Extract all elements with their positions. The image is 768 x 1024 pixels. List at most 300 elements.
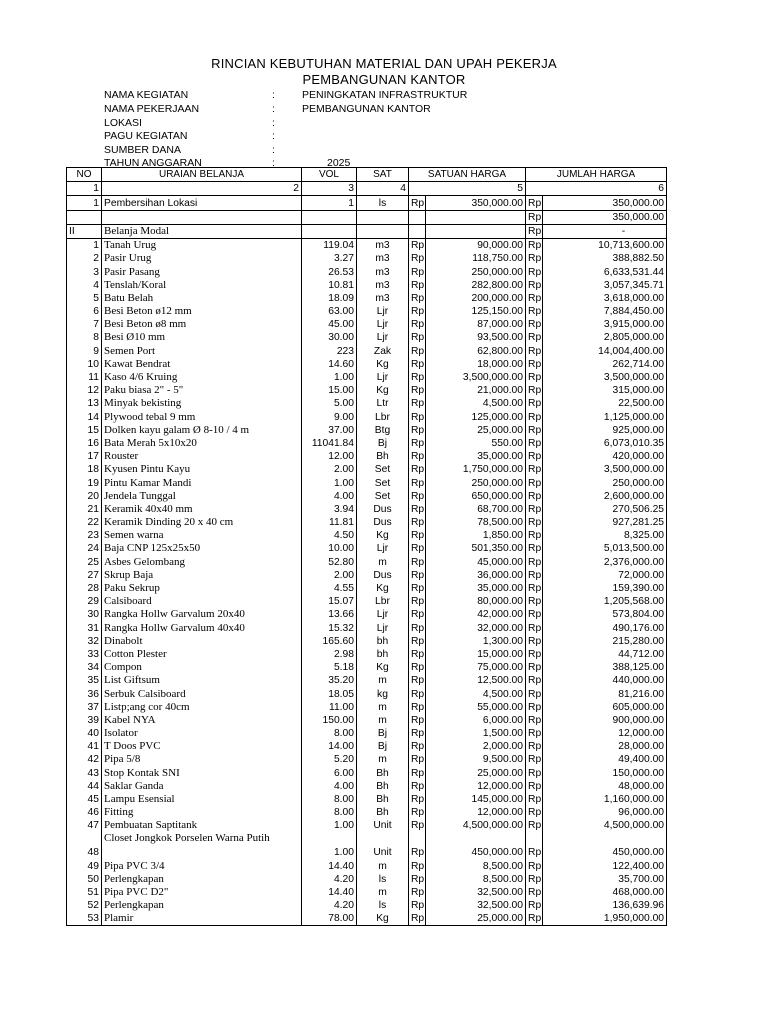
row-price: 350,000.00 xyxy=(426,196,526,210)
row-price: 450,000.00 xyxy=(426,832,526,859)
row-price: 250,000.00 xyxy=(426,476,526,489)
row-item: Pasir Pasang xyxy=(102,265,302,278)
row-no: 29 xyxy=(67,595,102,608)
currency-label: Rp xyxy=(409,595,426,608)
currency-label: Rp xyxy=(526,252,543,265)
currency-label: Rp xyxy=(409,753,426,766)
column-number-row xyxy=(67,182,667,196)
row-unit: m xyxy=(357,555,409,568)
row-vol: 14.00 xyxy=(302,740,357,753)
row-price: 2,000.00 xyxy=(426,740,526,753)
row-price: 1,500.00 xyxy=(426,727,526,740)
currency-label: Rp xyxy=(526,437,543,450)
row-unit: kg xyxy=(357,687,409,700)
row-no: 12 xyxy=(67,384,102,397)
table-row xyxy=(67,582,667,595)
table-row xyxy=(67,542,667,555)
row-no: 47 xyxy=(67,819,102,832)
row-item: Pipa PVC D2" xyxy=(102,886,302,899)
currency-label: Rp xyxy=(526,344,543,357)
row-price: 93,500.00 xyxy=(426,331,526,344)
currency-label: Rp xyxy=(409,196,426,210)
currency-label: Rp xyxy=(409,476,426,489)
row-unit: Btg xyxy=(357,424,409,437)
currency-label: Rp xyxy=(526,371,543,384)
row-item: Tenslah/Koral xyxy=(102,279,302,292)
table-row xyxy=(67,674,667,687)
row-unit: Ljr xyxy=(357,371,409,384)
row-item: Paku Sekrup xyxy=(102,582,302,595)
meta-value: PENINGKATAN INFRASTRUKTUR xyxy=(302,89,468,101)
table-row xyxy=(67,410,667,423)
empty-cell xyxy=(426,224,526,238)
table-row xyxy=(67,687,667,700)
row-no: 7 xyxy=(67,318,102,331)
currency-label: Rp xyxy=(526,529,543,542)
row-unit: Kg xyxy=(357,358,409,371)
currency-label: Rp xyxy=(409,635,426,648)
currency-label: Rp xyxy=(526,331,543,344)
table-row xyxy=(67,503,667,516)
row-vol: 5.00 xyxy=(302,397,357,410)
row-unit: m3 xyxy=(357,279,409,292)
currency-label: Rp xyxy=(409,661,426,674)
table-row xyxy=(67,490,667,503)
row-price: 25,000.00 xyxy=(426,766,526,779)
currency-label: Rp xyxy=(409,701,426,714)
table-row xyxy=(67,331,667,344)
row-vol: 35.20 xyxy=(302,674,357,687)
row-item: Pintu Kamar Mandi xyxy=(102,476,302,489)
row-item: Semen warna xyxy=(102,529,302,542)
row-total: 2,376,000.00 xyxy=(543,555,667,568)
row-vol: 1.00 xyxy=(302,476,357,489)
currency-label: Rp xyxy=(409,437,426,450)
row-price: 75,000.00 xyxy=(426,661,526,674)
currency-label: Rp xyxy=(409,687,426,700)
currency-label: Rp xyxy=(526,714,543,727)
row-unit: ls xyxy=(357,873,409,886)
row-item: Perlengkapan xyxy=(102,899,302,912)
row-no: 21 xyxy=(67,503,102,516)
section-no: II xyxy=(67,224,102,238)
meta-label: PAGU KEGIATAN xyxy=(104,130,188,142)
row-vol: 37.00 xyxy=(302,424,357,437)
row-unit: Bj xyxy=(357,727,409,740)
row-total: 159,390.00 xyxy=(543,582,667,595)
row-item: Semen Port xyxy=(102,344,302,357)
currency-label: Rp xyxy=(409,450,426,463)
row-price: 45,000.00 xyxy=(426,555,526,568)
table-row xyxy=(67,595,667,608)
row-total: 3,500,000.00 xyxy=(543,463,667,476)
currency-label: Rp xyxy=(526,358,543,371)
currency-label: Rp xyxy=(526,832,543,859)
row-price: 3,500,000.00 xyxy=(426,371,526,384)
row-vol: 11.00 xyxy=(302,701,357,714)
row-vol: 223 xyxy=(302,344,357,357)
table-row xyxy=(67,318,667,331)
row-no: 49 xyxy=(67,859,102,872)
meta-value: PEMBANGUNAN KANTOR xyxy=(302,103,431,115)
row-price: 90,000.00 xyxy=(426,238,526,252)
row-unit: Kg xyxy=(357,661,409,674)
table-row xyxy=(67,648,667,661)
row-unit: Ljr xyxy=(357,542,409,555)
currency-label: Rp xyxy=(409,305,426,318)
table-row xyxy=(67,397,667,410)
currency-label: Rp xyxy=(409,621,426,634)
row-total: 122,400.00 xyxy=(543,859,667,872)
row-item: Besi Ø10 mm xyxy=(102,331,302,344)
table-row xyxy=(67,555,667,568)
row-unit: Dus xyxy=(357,503,409,516)
currency-label: Rp xyxy=(409,648,426,661)
row-total: 49,400.00 xyxy=(543,753,667,766)
col-number: 5 xyxy=(409,182,526,196)
row-total: 81,216.00 xyxy=(543,687,667,700)
row-item: Plamir xyxy=(102,912,302,926)
empty-cell xyxy=(409,224,426,238)
row-price: 15,000.00 xyxy=(426,648,526,661)
row-unit: m3 xyxy=(357,292,409,305)
row-total: 927,281.25 xyxy=(543,516,667,529)
row-unit: ls xyxy=(357,899,409,912)
currency-label: Rp xyxy=(526,912,543,926)
row-item: Rouster xyxy=(102,450,302,463)
row-item: Dinabolt xyxy=(102,635,302,648)
row-item: Paku biasa 2" - 5" xyxy=(102,384,302,397)
currency-label: Rp xyxy=(409,912,426,926)
row-total: 2,805,000.00 xyxy=(543,331,667,344)
row-vol: 12.00 xyxy=(302,450,357,463)
row-unit: Lbr xyxy=(357,595,409,608)
row-unit: Ljr xyxy=(357,608,409,621)
table-row xyxy=(67,780,667,793)
row-total: 468,000.00 xyxy=(543,886,667,899)
row-price: 8,500.00 xyxy=(426,859,526,872)
row-item: T Doos PVC xyxy=(102,740,302,753)
row-no: 23 xyxy=(67,529,102,542)
currency-label: Rp xyxy=(409,608,426,621)
currency-label: Rp xyxy=(526,292,543,305)
row-price: 35,000.00 xyxy=(426,450,526,463)
currency-label: Rp xyxy=(409,766,426,779)
row-price: 87,000.00 xyxy=(426,318,526,331)
row-vol: 45.00 xyxy=(302,318,357,331)
currency-label: Rp xyxy=(526,608,543,621)
row-unit: bh xyxy=(357,635,409,648)
subtotal-row xyxy=(67,210,667,224)
row-vol: 52.80 xyxy=(302,555,357,568)
table-row xyxy=(67,371,667,384)
row-unit: Ljr xyxy=(357,305,409,318)
row-unit: Bh xyxy=(357,793,409,806)
col-number: 1 xyxy=(67,182,102,196)
currency-label: Rp xyxy=(409,252,426,265)
row-total: 420,000.00 xyxy=(543,450,667,463)
row-unit: ls xyxy=(357,196,409,210)
row-total: 350,000.00 xyxy=(543,196,667,210)
row-vol: 13.66 xyxy=(302,608,357,621)
row-unit: Kg xyxy=(357,384,409,397)
row-no: 6 xyxy=(67,305,102,318)
currency-label: Rp xyxy=(409,410,426,423)
empty-cell xyxy=(302,224,357,238)
row-item: Saklar Ganda xyxy=(102,780,302,793)
table-row xyxy=(67,238,667,252)
header-row xyxy=(67,168,667,182)
row-vol: 4.55 xyxy=(302,582,357,595)
currency-label: Rp xyxy=(526,424,543,437)
meta-label: SUMBER DANA xyxy=(104,144,182,156)
row-vol: 15.32 xyxy=(302,621,357,634)
row-total: 573,804.00 xyxy=(543,608,667,621)
row-no: 19 xyxy=(67,476,102,489)
row-price: 42,000.00 xyxy=(426,608,526,621)
row-total: 12,000.00 xyxy=(543,727,667,740)
currency-label: Rp xyxy=(409,819,426,832)
row-total: 440,000.00 xyxy=(543,674,667,687)
row-vol: 5.18 xyxy=(302,661,357,674)
currency-label: Rp xyxy=(526,542,543,555)
row-no: 36 xyxy=(67,687,102,700)
row-unit: Dus xyxy=(357,569,409,582)
row-vol: 15.00 xyxy=(302,384,357,397)
row-total: 22,500.00 xyxy=(543,397,667,410)
row-price: 25,000.00 xyxy=(426,424,526,437)
currency-label: Rp xyxy=(526,740,543,753)
currency-label: Rp xyxy=(526,766,543,779)
row-price: 4,500.00 xyxy=(426,687,526,700)
row-vol: 4.20 xyxy=(302,873,357,886)
table-row xyxy=(67,569,667,582)
currency-label: Rp xyxy=(526,687,543,700)
row-total: 262,714.00 xyxy=(543,358,667,371)
row-vol: 4.20 xyxy=(302,899,357,912)
row-total: 96,000.00 xyxy=(543,806,667,819)
row-item: Dolken kayu galam Ø 8-10 / 4 m xyxy=(102,424,302,437)
row-item: Baja CNP 125x25x50 xyxy=(102,542,302,555)
section-total: - xyxy=(543,224,667,238)
row-vol: 26.53 xyxy=(302,265,357,278)
row-price: 501,350.00 xyxy=(426,542,526,555)
currency-label: Rp xyxy=(409,806,426,819)
row-vol: 119.04 xyxy=(302,238,357,252)
row-total: 270,506.25 xyxy=(543,503,667,516)
table-row xyxy=(67,196,667,210)
row-no: 1 xyxy=(67,196,102,210)
row-item: Tanah Urug xyxy=(102,238,302,252)
currency-label: Rp xyxy=(526,463,543,476)
currency-label: Rp xyxy=(526,873,543,886)
row-unit: Ltr xyxy=(357,397,409,410)
currency-label: Rp xyxy=(409,674,426,687)
currency-label: Rp xyxy=(526,701,543,714)
row-item: Listp;ang cor 40cm xyxy=(102,701,302,714)
row-no: 41 xyxy=(67,740,102,753)
row-vol: 11041.84 xyxy=(302,437,357,450)
row-total: 150,000.00 xyxy=(543,766,667,779)
table-row xyxy=(67,661,667,674)
table-row xyxy=(67,516,667,529)
row-no: 34 xyxy=(67,661,102,674)
row-price: 62,800.00 xyxy=(426,344,526,357)
table-row xyxy=(67,476,667,489)
row-item: List Giftsum xyxy=(102,674,302,687)
row-unit: m xyxy=(357,859,409,872)
row-no: 50 xyxy=(67,873,102,886)
currency-label: Rp xyxy=(409,793,426,806)
row-unit: m xyxy=(357,714,409,727)
currency-label: Rp xyxy=(409,371,426,384)
currency-label: Rp xyxy=(409,331,426,344)
row-price: 21,000.00 xyxy=(426,384,526,397)
row-price: 125,000.00 xyxy=(426,410,526,423)
row-no: 37 xyxy=(67,701,102,714)
row-total: 1,950,000.00 xyxy=(543,912,667,926)
table-row xyxy=(67,740,667,753)
row-unit: m xyxy=(357,701,409,714)
row-price: 36,000.00 xyxy=(426,569,526,582)
row-unit: Kg xyxy=(357,912,409,926)
row-item: Rangka Hollw Garvalum 20x40 xyxy=(102,608,302,621)
table-row xyxy=(67,608,667,621)
row-vol: 2.00 xyxy=(302,569,357,582)
currency-label: Rp xyxy=(526,899,543,912)
currency-label: Rp xyxy=(409,780,426,793)
currency-label: Rp xyxy=(526,674,543,687)
empty-cell xyxy=(102,210,302,224)
table-row xyxy=(67,859,667,872)
row-total: 250,000.00 xyxy=(543,476,667,489)
table-row xyxy=(67,252,667,265)
row-unit: Lbr xyxy=(357,410,409,423)
row-vol: 6.00 xyxy=(302,766,357,779)
currency-label: Rp xyxy=(526,476,543,489)
header-satuan-harga: SATUAN HARGA xyxy=(409,168,526,182)
row-total: 1,125,000.00 xyxy=(543,410,667,423)
row-unit: Unit xyxy=(357,832,409,859)
currency-label: Rp xyxy=(409,582,426,595)
row-vol: 8.00 xyxy=(302,806,357,819)
row-no: 20 xyxy=(67,490,102,503)
currency-label: Rp xyxy=(409,463,426,476)
row-unit: Bh xyxy=(357,450,409,463)
currency-label: Rp xyxy=(526,410,543,423)
row-vol: 10.81 xyxy=(302,279,357,292)
currency-label: Rp xyxy=(526,265,543,278)
currency-label: Rp xyxy=(409,859,426,872)
row-no: 44 xyxy=(67,780,102,793)
empty-cell xyxy=(357,210,409,224)
row-vol: 2.98 xyxy=(302,648,357,661)
row-vol: 8.00 xyxy=(302,793,357,806)
currency-label: Rp xyxy=(526,582,543,595)
row-price: 78,500.00 xyxy=(426,516,526,529)
row-unit: m3 xyxy=(357,252,409,265)
currency-label: Rp xyxy=(409,503,426,516)
row-price: 25,000.00 xyxy=(426,912,526,926)
row-item: Skrup Baja xyxy=(102,569,302,582)
currency-label: Rp xyxy=(526,595,543,608)
currency-label: Rp xyxy=(409,727,426,740)
row-no: 42 xyxy=(67,753,102,766)
table-row xyxy=(67,437,667,450)
row-price: 6,000.00 xyxy=(426,714,526,727)
currency-label: Rp xyxy=(526,727,543,740)
row-price: 32,000.00 xyxy=(426,621,526,634)
row-unit: Ljr xyxy=(357,318,409,331)
table-row xyxy=(67,873,667,886)
row-price: 1,750,000.00 xyxy=(426,463,526,476)
table-row xyxy=(67,727,667,740)
table-row xyxy=(67,793,667,806)
row-no: 22 xyxy=(67,516,102,529)
currency-label: Rp xyxy=(526,806,543,819)
currency-label: Rp xyxy=(526,384,543,397)
currency-label: Rp xyxy=(526,753,543,766)
row-no: 17 xyxy=(67,450,102,463)
row-unit: Bh xyxy=(357,766,409,779)
meta-colon: : xyxy=(272,157,275,169)
row-vol: 3.27 xyxy=(302,252,357,265)
row-vol: 4.00 xyxy=(302,780,357,793)
row-unit: Set xyxy=(357,476,409,489)
row-total: 10,713,600.00 xyxy=(543,238,667,252)
row-unit: Ljr xyxy=(357,331,409,344)
row-no: 46 xyxy=(67,806,102,819)
row-vol: 30.00 xyxy=(302,331,357,344)
row-no: 51 xyxy=(67,886,102,899)
row-total: 8,325.00 xyxy=(543,529,667,542)
currency-label: Rp xyxy=(409,397,426,410)
currency-label: Rp xyxy=(409,292,426,305)
row-item: Besi Beton ø12 mm xyxy=(102,305,302,318)
table-row xyxy=(67,714,667,727)
row-total: 900,000.00 xyxy=(543,714,667,727)
section-row xyxy=(67,224,667,238)
row-item: Lampu Esensial xyxy=(102,793,302,806)
row-total: 3,500,000.00 xyxy=(543,371,667,384)
currency-label: Rp xyxy=(526,819,543,832)
table-row xyxy=(67,753,667,766)
currency-label: Rp xyxy=(409,424,426,437)
row-unit: Kg xyxy=(357,529,409,542)
meta-colon: : xyxy=(272,130,275,142)
row-item: Serbuk Calsiboard xyxy=(102,687,302,700)
row-price: 12,500.00 xyxy=(426,674,526,687)
currency-label: Rp xyxy=(526,516,543,529)
header-jumlah-harga: JUMLAH HARGA xyxy=(526,168,667,182)
currency-label: Rp xyxy=(409,344,426,357)
row-price: 118,750.00 xyxy=(426,252,526,265)
row-unit: Kg xyxy=(357,582,409,595)
row-unit: Dus xyxy=(357,516,409,529)
row-unit: Bj xyxy=(357,437,409,450)
row-item: Jendela Tunggal xyxy=(102,490,302,503)
currency-label: Rp xyxy=(526,210,543,224)
empty-cell xyxy=(357,224,409,238)
row-price: 1,850.00 xyxy=(426,529,526,542)
row-item: Keramik Dinding 20 x 40 cm xyxy=(102,516,302,529)
subtotal-value: 350,000.00 xyxy=(543,210,667,224)
header-sat: SAT xyxy=(357,168,409,182)
row-vol: 2.00 xyxy=(302,463,357,476)
row-total: 315,000.00 xyxy=(543,384,667,397)
row-total: 2,600,000.00 xyxy=(543,490,667,503)
currency-label: Rp xyxy=(526,490,543,503)
